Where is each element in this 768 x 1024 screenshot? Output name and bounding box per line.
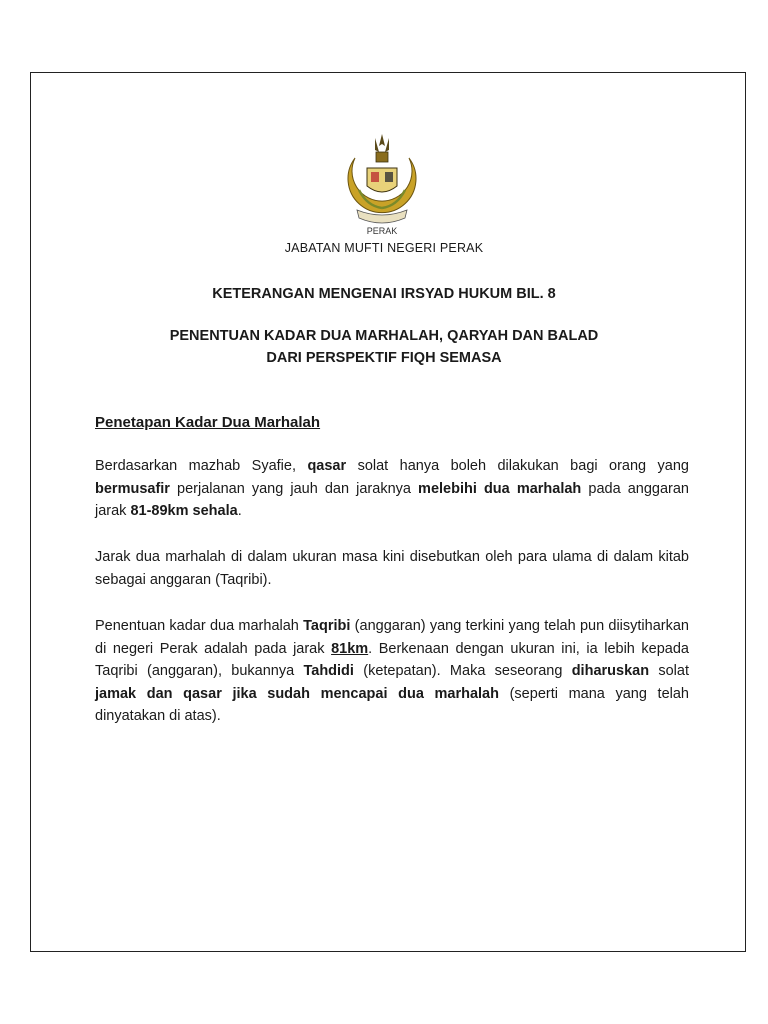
- p3-text: . Berkenaan dengan ukuran ini, ia lebih kepada Taqribi (anggaran), bukannya: [95, 640, 689, 679]
- p3-bold-taqribi: Taqribi: [303, 618, 351, 634]
- document-subtitle-line-2: DARI PERSPEKTIF FIQH SEMASA: [266, 350, 502, 366]
- document-title: KETERANGAN MENGENAI IRSYAD HUKUM BIL. 8: [212, 286, 556, 302]
- department-name: JABATAN MUFTI NEGERI PERAK: [284, 241, 484, 255]
- p3-bold-diharuskan: diharuskan: [571, 663, 650, 679]
- p3-text: (ketepatan). Maka seseorang: [353, 663, 572, 679]
- document-subtitle-line-1: PENENTUAN KADAR DUA MARHALAH, QARYAH DAN BALAD: [169, 328, 599, 344]
- p3-bold-jamak-qasar: jamak dan qasar jika sudah mencapai dua marhalah: [95, 685, 499, 702]
- perak-state-emblem: [337, 128, 427, 238]
- p1-text: perjalanan yang jauh dan jaraknya: [169, 480, 419, 497]
- p1-text: pada anggaran jarak: [95, 480, 690, 519]
- p1-bold-qasar: qasar: [307, 458, 347, 474]
- p1-text: .: [237, 503, 242, 519]
- p3-bold-81km: 81km: [331, 640, 369, 657]
- paragraph-1: [95, 455, 689, 523]
- p3-text: solat: [649, 663, 689, 679]
- p3-text: (seperti mana yang telah dinyatakan di atas).: [95, 685, 689, 724]
- paragraph-3: [95, 615, 689, 728]
- paragraph-2: Jarak dua marhalah di dalam ukuran masa kini disebutkan oleh para ulama di dalam kitab sebagai anggaran (Taqribi).: [95, 549, 689, 588]
- p1-bold-melebihi: melebihi dua marhalah: [418, 480, 582, 497]
- p3-text: Penentuan kadar dua marhalah: [95, 618, 304, 634]
- p3-bold-tahdidi: Tahdidi: [303, 663, 354, 679]
- p1-text: Berdasarkan mazhab Syafie,: [95, 458, 308, 474]
- p3-text: (anggaran) yang terkini yang telah pun diisytiharkan di negeri Perak adalah pada jarak: [95, 618, 689, 657]
- p1-bold-distance: 81-89km sehala: [130, 503, 238, 519]
- p1-text: solat hanya boleh dilakukan bagi orang yang: [346, 458, 689, 474]
- p1-bold-bermusafir: bermusafir: [95, 480, 170, 497]
- emblem-label: PERAK: [366, 226, 398, 236]
- section-heading: Penetapan Kadar Dua Marhalah: [95, 414, 321, 431]
